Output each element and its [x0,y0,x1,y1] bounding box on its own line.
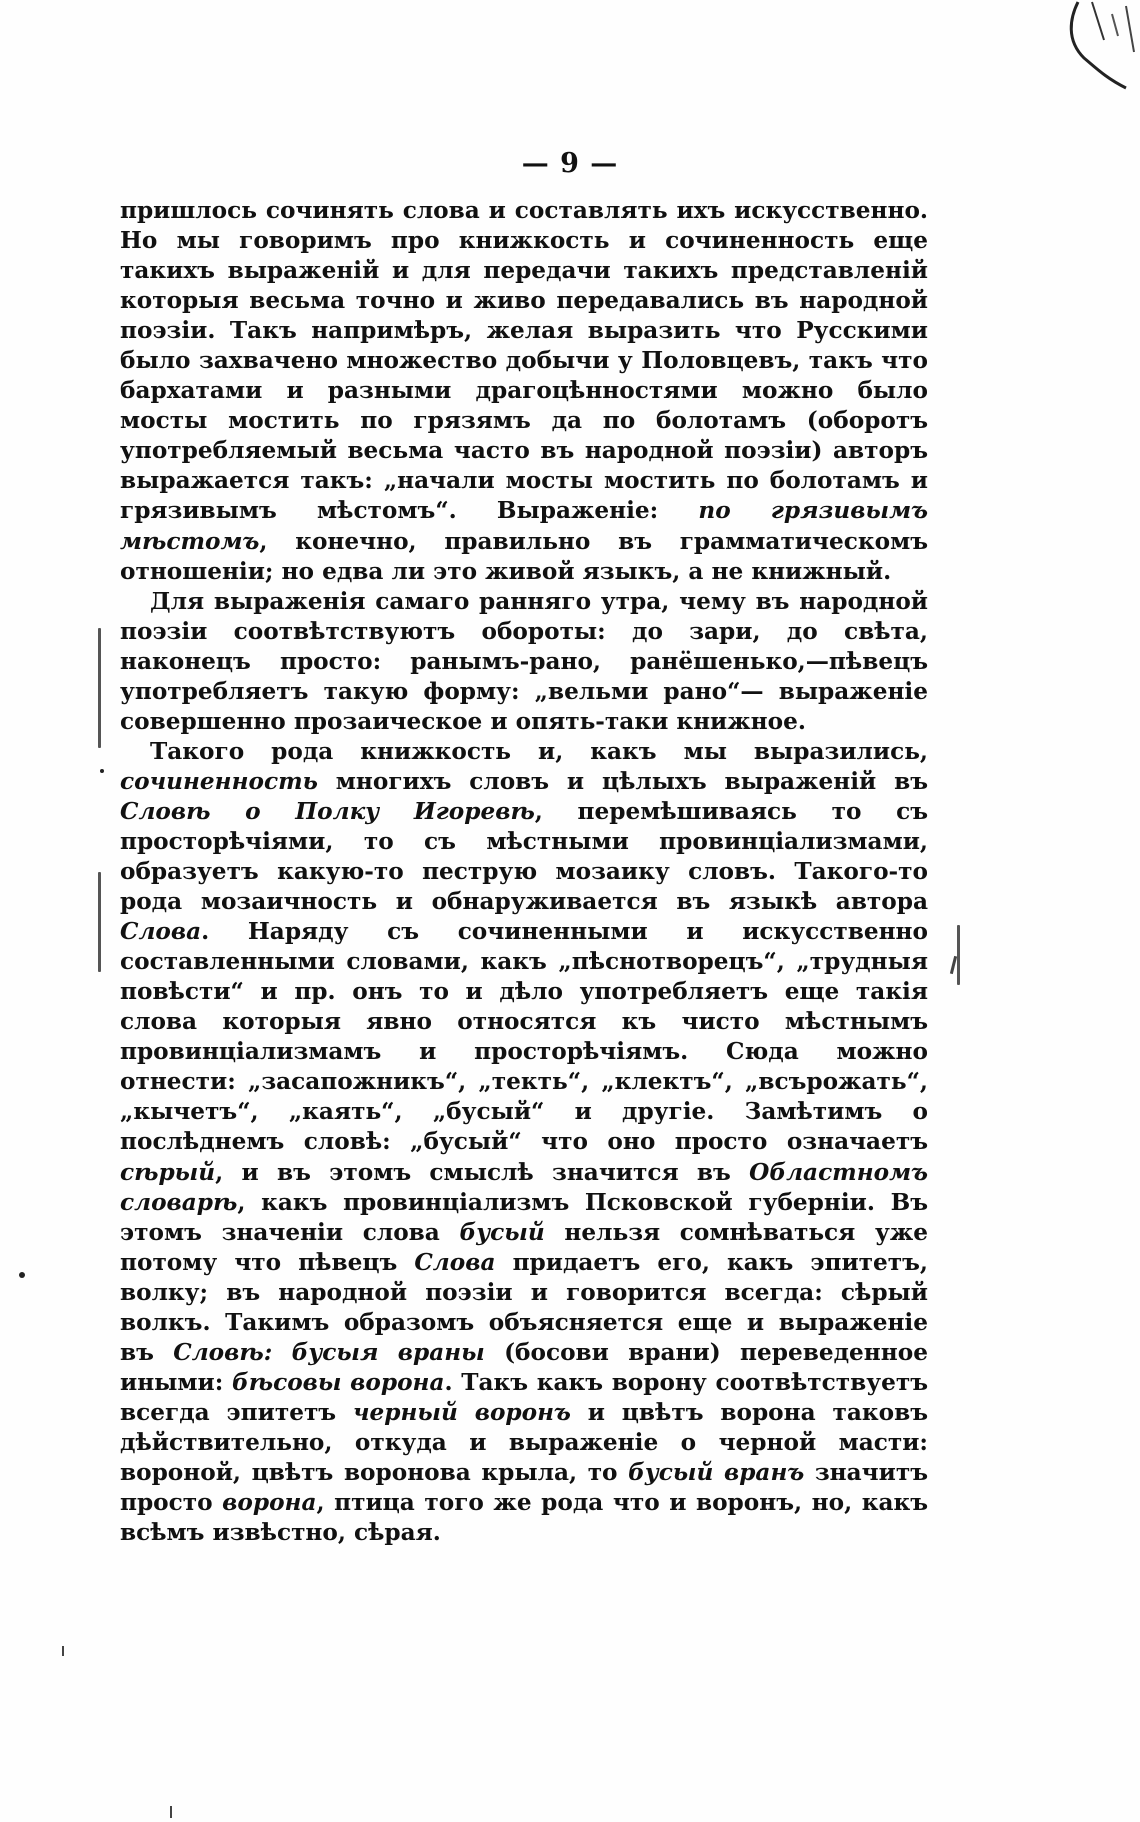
italic-text: бусый [459,1218,545,1246]
corner-scan-mark [1026,0,1136,90]
italic-text: сѣрый [120,1158,216,1186]
italic-text: сочиненность [120,767,318,795]
paragraph [120,737,928,1548]
paragraph [120,587,928,737]
text-segment: Такого рода книжкость и, какъ мы выразились, [150,737,928,765]
text-segment: Для выраженія самаго ранняго утра, чему въ народной поэзіи соотвѣтствуютъ обороты: до зари, до свѣта, наконецъ просто: ранымъ-рано, ранёшенько,—пѣвецъ употребляетъ такую форму: „вельми рано“— выраженіе совершенно прозаическое и опять-таки книжное. [120,587,928,735]
italic-text: бѣсовы ворона [232,1368,445,1396]
text-segment: , конечно, правильно въ грамматическомъ отношеніи; но едва ли это живой языкъ, а не книжный. [120,527,928,585]
margin-mark [98,628,101,748]
margin-mark [170,1806,172,1818]
text-segment: придаетъ его, какъ эпитетъ, волку; въ народной поэзіи и говорится всегда: сѣрый волкъ. Такимъ образомъ объясняется еще и выраженіе въ [120,1248,928,1366]
margin-dot [100,769,104,773]
margin-mark [98,872,101,972]
italic-text: по грязивымъ мѣстомъ [120,497,928,555]
italic-text: черный воронъ [352,1398,571,1426]
text-segment: , перемѣшиваясь то съ просторѣчіями, то съ мѣстными провинціализмами, образуетъ какую-то пеструю мозаику словъ. Такого-то рода мозаичность и обнаруживается въ языкѣ автора [120,797,928,916]
margin-dot [19,1272,25,1278]
text-segment: , птица того же рода что и воронъ, но, какъ всѣмъ извѣстно, сѣрая. [120,1489,928,1547]
page-number: — 9 — [521,148,619,179]
text-segment: значитъ просто [120,1458,928,1517]
text-segment: . Наряду съ сочиненными и искусственно составленными словами, какъ „пѣснотворецъ“, „трудныя повѣсти“ и пр. онъ то и дѣло употребляетъ еще такія слова которыя явно относятся къ чисто мѣстнымъ провинціализмамъ и просторѣчіямъ. Сюда можно отнести: „засапожникъ“, „текть“, „клектъ“, „всърожать“, „кычетъ“, „каять“, „бусый“ и другіе. Замѣтимъ о послѣднемъ словѣ: „бусый“ что оно просто означаетъ [120,918,928,1156]
text-segment: и цвѣтъ ворона таковъ дѣйствительно, откуда и выраженіе о черной масти: вороной, цвѣтъ воронова крыла, то [120,1398,928,1486]
margin-mark [62,1646,64,1656]
italic-text: Слова [120,918,202,946]
text-segment: . Такъ какъ ворону соотвѣтствуетъ всегда эпитетъ [120,1368,928,1426]
italic-text: бусый вранъ [628,1458,805,1486]
text-segment: , какъ провинціализмъ Псковской губерніи. Въ этомъ значеніи слова [120,1188,928,1246]
text-segment: многихъ словъ и цѣлыхъ выраженій въ [317,767,928,795]
text-segment: пришлось сочинять слова и составлять ихъ искусственно. Но мы говоримъ про книжкость и сочиненность еще такихъ выраженій и для передачи такихъ представленій которыя весьма точно и живо передавались въ народной поэзіи. Такъ напримѣръ, желая выразить что Русскими было захвачено множество добычи у Половцевъ, такъ что бархатами и разными драгоцѣнностями можно было мосты мостить по грязямъ да по болотамъ (оборотъ употребляемый весьма часто въ народной поэзіи) авторъ выражается такъ: „начали мосты мостить по болотамъ и грязивымъ мѣстомъ“. Выраженіе: [120,197,928,525]
margin-mark [957,925,960,985]
text-segment: (босови врани) переведенное иными: [120,1338,928,1396]
paragraph [120,196,928,587]
text-segment: нельзя сомнѣваться уже потому что пѣвецъ [120,1218,928,1276]
italic-text: Слова [414,1248,496,1276]
text-segment: , и въ этомъ смыслѣ значится въ [215,1158,750,1186]
italic-text: Словѣ о Полку Игоревѣ [120,797,535,825]
italic-text: Областномъ словарѣ [120,1158,928,1216]
italic-text: ворона [222,1489,317,1517]
main-text [120,196,928,1548]
italic-text: Словѣ: бусыя враны [173,1338,485,1366]
